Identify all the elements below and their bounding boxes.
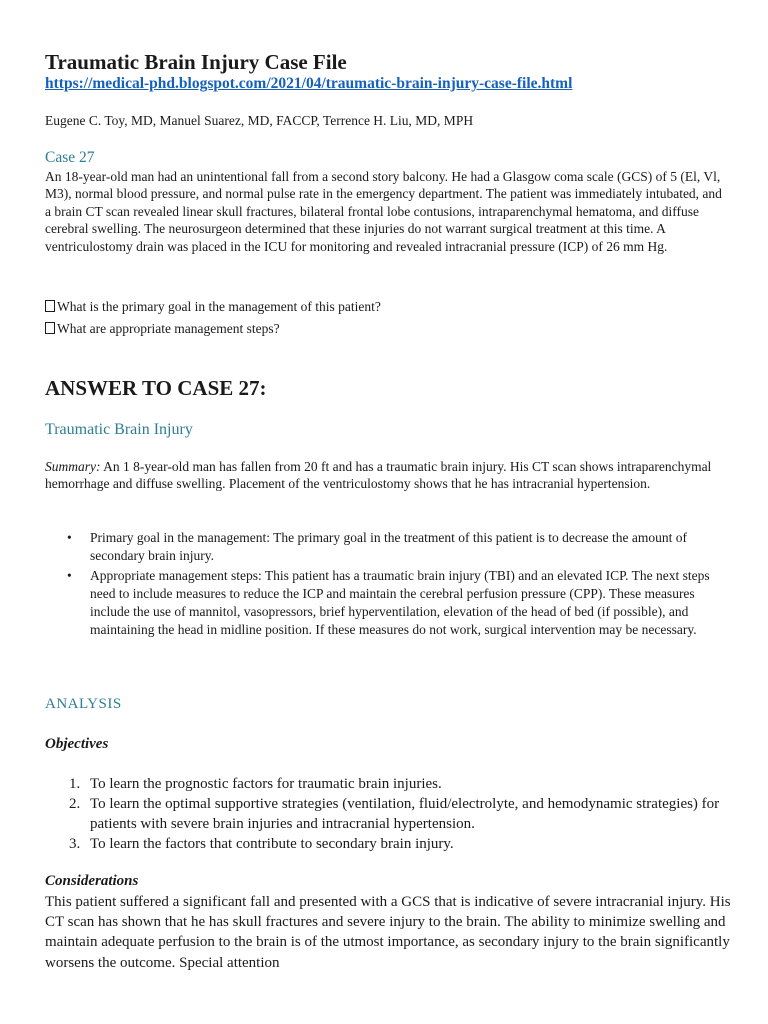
list-item-text: To learn the factors that contribute to secondary brain injury. xyxy=(90,836,454,852)
list-item-text: To learn the prognostic factors for traumatic brain injuries. xyxy=(90,776,442,792)
list-number: 1. xyxy=(69,776,81,792)
objectives-list xyxy=(45,774,725,854)
considerations-heading: Considerations xyxy=(45,873,139,889)
source-link[interactable]: https://medical-phd.blogspot.com/2021/04/traumatic-brain-injury-case-file.html xyxy=(45,75,573,92)
case-heading: Case 27 xyxy=(45,149,95,166)
case-description: An 18-year-old man had an unintentional fall from a second story balcony. He had a Glasgow coma scale (GCS) of 5 (El, Vl, M3), normal blood pressure, and normal pulse rate in the emergency department. The patient was immediately intubated, and a brain CT scan revealed linear skull fractures, bilateral frontal lobe contusions, intraparenchymal hematoma, and diffuse cerebral swelling. The neurosurgeon determined that these injuries do not warrant surgical treatment at this time. A ventriculostomy drain was placed in the ICU for monitoring and revealed intracranial pressure (ICP) of 26 mm Hg. xyxy=(45,169,722,254)
list-item xyxy=(45,774,725,794)
document-title: Traumatic Brain Injury Case File xyxy=(45,50,347,74)
summary-lead: Summary: xyxy=(45,459,101,474)
list-item xyxy=(45,834,725,854)
question-text: What is the primary goal in the management of this patient? xyxy=(57,299,381,314)
considerations-paragraph: This patient suffered a significant fall and presented with a GCS that is indicative of severe intracranial injury. His CT scan has shown that he has skull fractures and severe injury to the brain. The ability to minimize swelling and maintain adequate perfusion to the brain is of the utmost importance, as secondary injury to the brain significantly worsens the outcome. Special attention xyxy=(45,894,731,971)
answer-bullet-list xyxy=(45,529,725,641)
case-question xyxy=(45,321,280,337)
checkbox-glyph-icon xyxy=(45,300,55,312)
checkbox-glyph-icon xyxy=(45,322,55,334)
answer-subheading: Traumatic Brain Injury xyxy=(45,421,193,438)
list-item-text: To learn the optimal supportive strategies (ventilation, fluid/electrolyte, and hemodynamic strategies) for patients with severe brain injuries and intracranial hypertension. xyxy=(90,796,720,832)
summary-paragraph xyxy=(45,458,725,493)
answer-heading: ANSWER TO CASE 27: xyxy=(45,376,267,400)
list-number: 3. xyxy=(69,836,81,852)
analysis-heading: ANALYSIS xyxy=(45,696,122,712)
case-question xyxy=(45,299,381,315)
question-text: What are appropriate management steps? xyxy=(57,321,280,336)
objectives-heading: Objectives xyxy=(45,736,109,752)
list-item: • Appropriate management steps: This patient has a traumatic brain injury (TBI) and an elevated ICP. The next steps need to include measures to reduce the ICP and maintain the cerebral perfusion pressure (CPP). These measures include the use of mannitol, vasopressors, brief hyperventilation, elevation of the head of bed (if possible), and maintaining the head in midline position. If these measures do not work, surgical intervention may be necessary. xyxy=(45,567,725,640)
summary-text: An 1 8-year-old man has fallen from 20 ft and has a traumatic brain injury. His CT scan shows intraparenchymal hemorrhage and diffuse swelling. Placement of the ventriculostomy shows that he has intracranial hypertension. xyxy=(45,459,712,492)
authors-line: Eugene C. Toy, MD, Manuel Suarez, MD, FACCP, Terrence H. Liu, MD, MPH xyxy=(45,113,474,128)
list-item xyxy=(45,794,725,834)
list-number: 2. xyxy=(69,796,81,812)
list-item: • Primary goal in the management: The primary goal in the treatment of this patient is to decrease the amount of secondary brain injury. xyxy=(45,529,725,566)
